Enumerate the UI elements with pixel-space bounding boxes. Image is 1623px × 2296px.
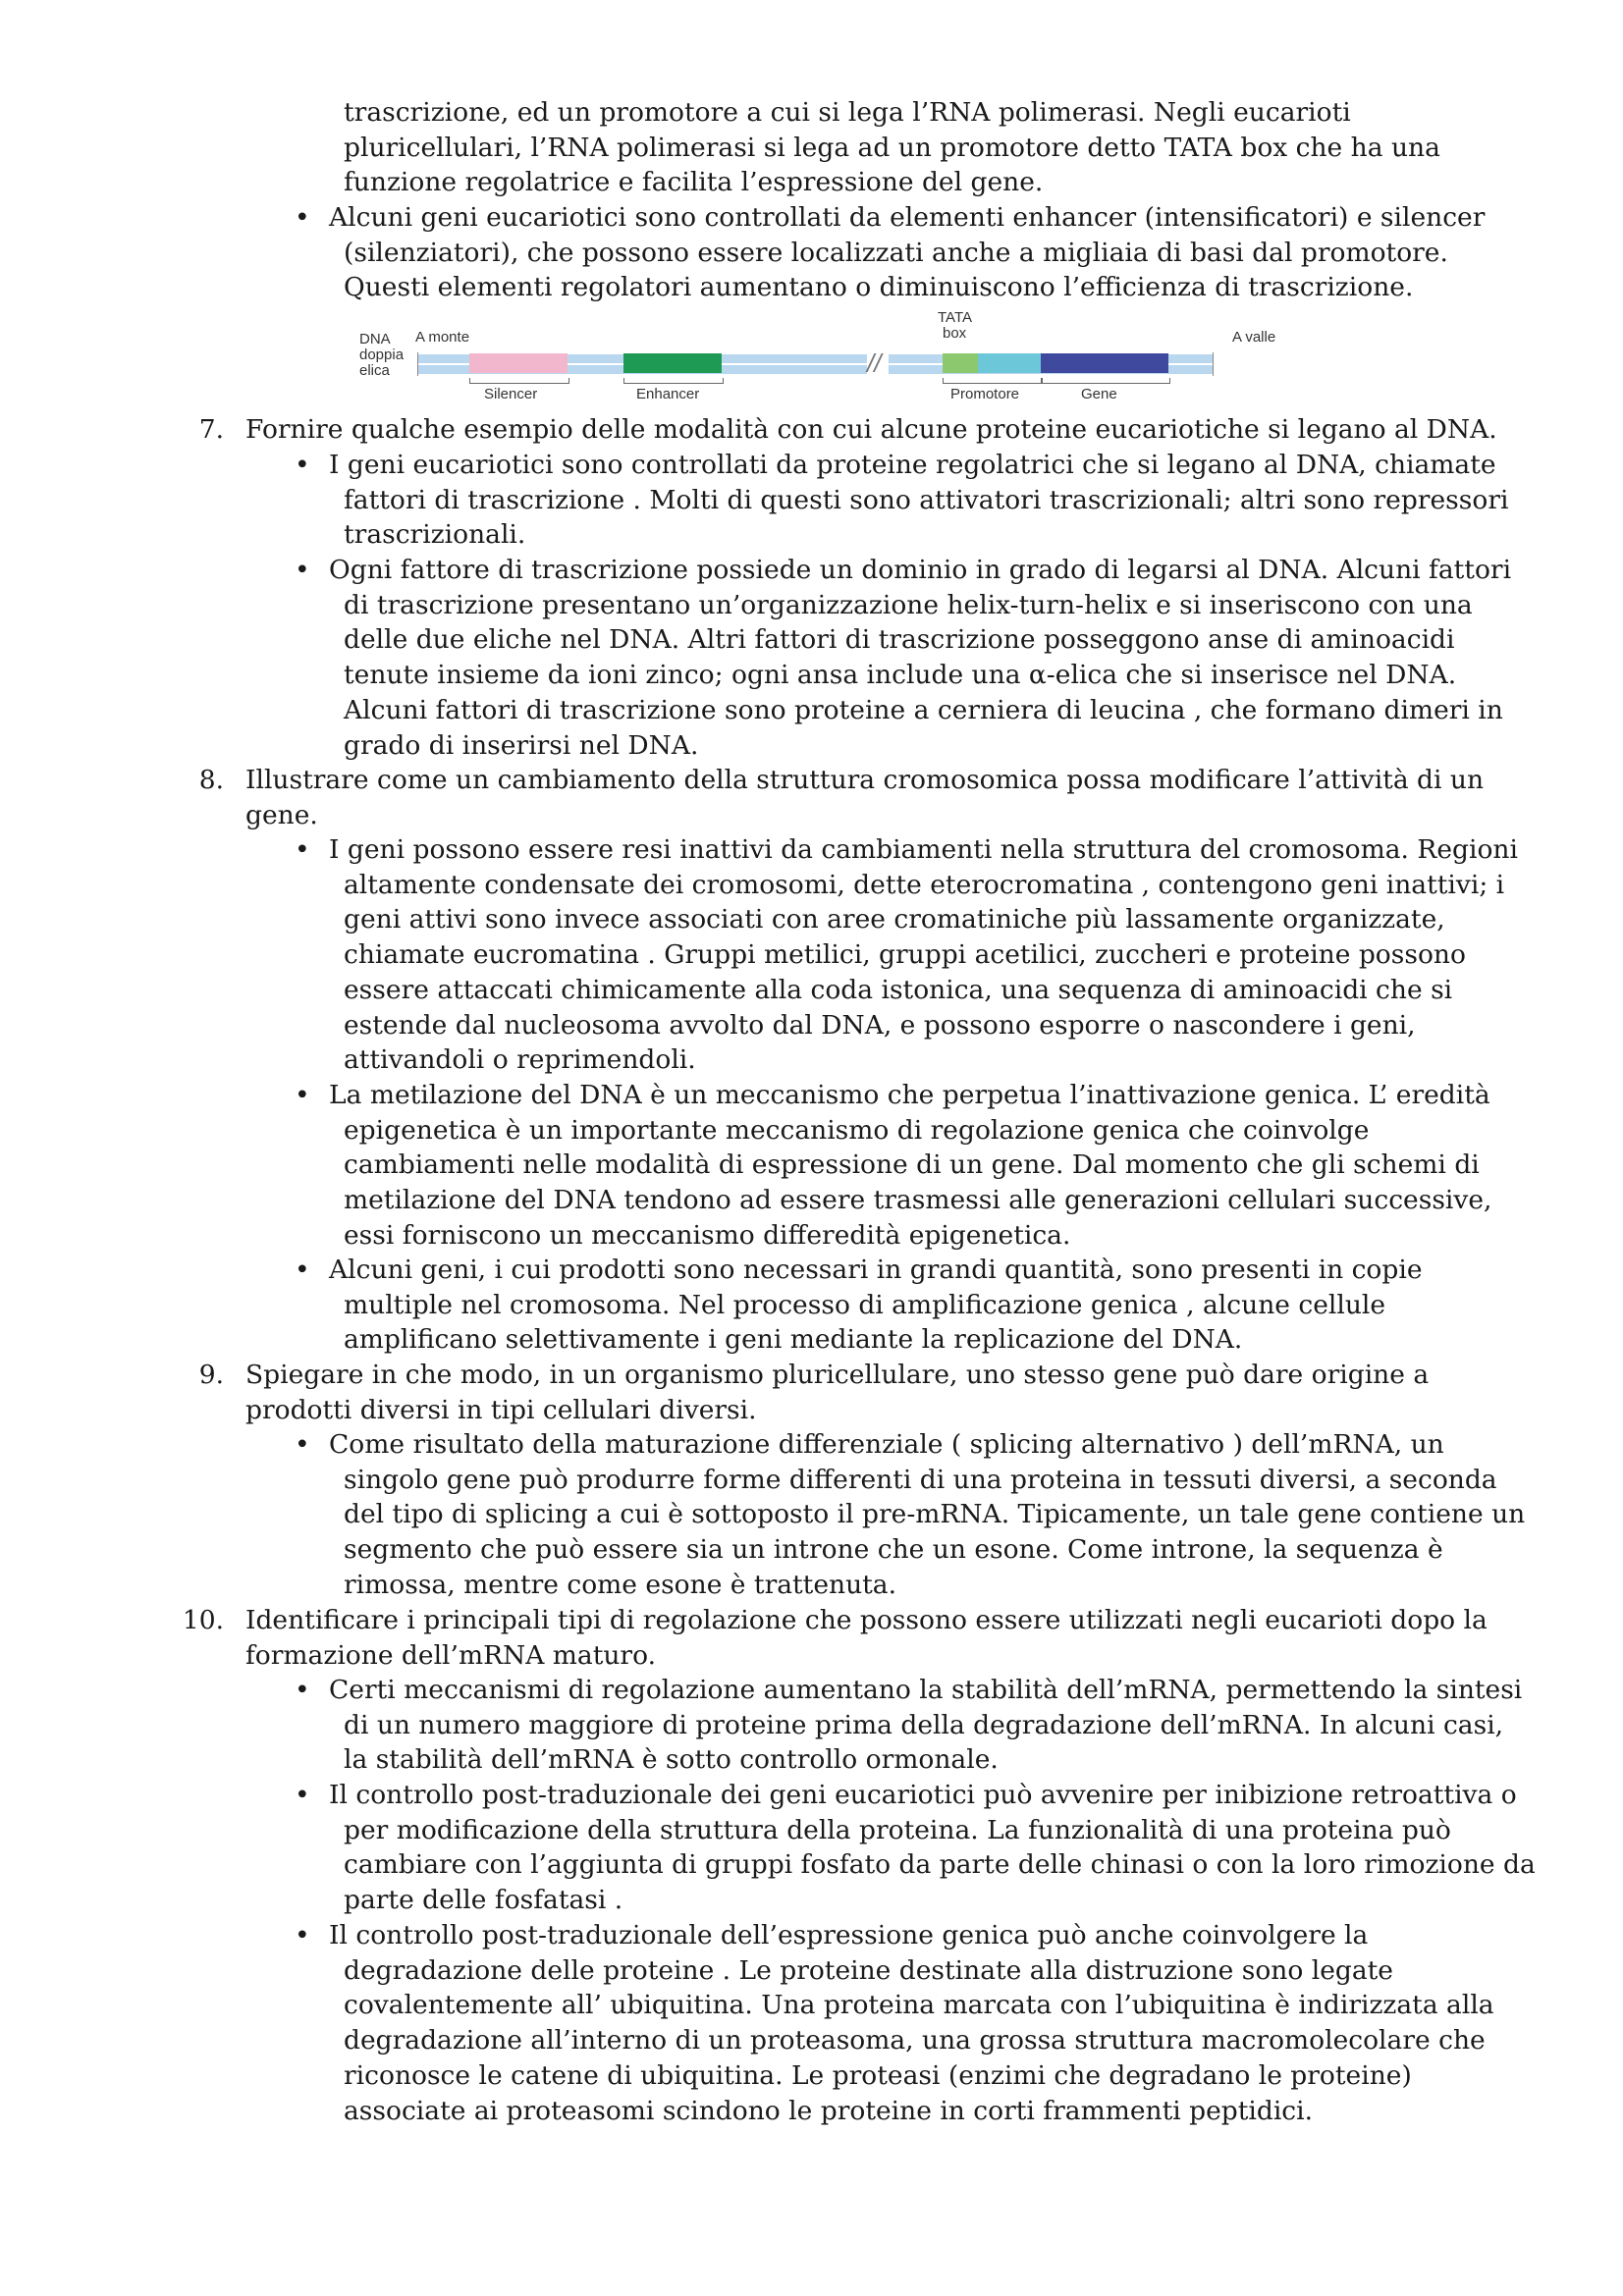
bullet-icon: • bbox=[295, 1780, 310, 1810]
text-line: di trascrizione presentano un’organizzazione helix-turn-helix e si inseriscono con una bbox=[344, 589, 1473, 620]
bullet-icon: • bbox=[295, 1920, 310, 1950]
text-line: Alcuni geni, i cui prodotti sono necessari in grandi quantità, sono presenti in copie bbox=[329, 1255, 1423, 1285]
text-line: riconosce le catene di ubiquitina. Le proteasi (enzimi che degradano le proteine) bbox=[344, 2059, 1412, 2091]
bullet-icon: • bbox=[295, 202, 310, 233]
q10-bullet-3 bbox=[329, 1918, 1551, 2128]
promoter-label: Promotore bbox=[950, 386, 1020, 402]
promoter-segment bbox=[978, 353, 1041, 373]
downstream-label: A valle bbox=[1232, 329, 1276, 346]
text-line: del tipo di splicing a cui è sottoposto il pre-mRNA. Tipicamente, un tale gene contiene un bbox=[344, 1499, 1526, 1530]
enhancer-segment bbox=[623, 353, 722, 373]
q9-bullet-1 bbox=[329, 1427, 1551, 1603]
q7-bullet-2 bbox=[329, 553, 1551, 763]
text-line: associate ai proteasomi scindono le proteine in corti frammenti peptidici. bbox=[344, 2095, 1314, 2126]
text-line: covalentemente all’ ubiquitina. Una proteina marcata con l’ubiquitina è indirizzata alla bbox=[344, 1990, 1494, 2021]
silencer-segment bbox=[469, 353, 568, 373]
text-line: degradazione delle proteine . Le proteine destinate alla distruzione sono legate bbox=[344, 1954, 1393, 1986]
text-line: chiamate eucromatina . Gruppi metilici, gruppi acetilici, zuccheri e proteine possono bbox=[344, 939, 1466, 971]
text-line: cambiamenti nelle modalità di espressione di un gene. Dal momento che gli schemi di bbox=[344, 1149, 1480, 1181]
question-9-text: Spiegare in che modo, in un organismo pluricellulare, uno stesso gene può dare origine a prodotti diversi in tipi cellulari diversi. bbox=[245, 1360, 1430, 1425]
q7-bullet-1 bbox=[329, 448, 1551, 553]
silencer-bracket bbox=[469, 378, 569, 384]
text-line: geni attivi sono invece associati con aree cromatiniche più lassamente organizzate, bbox=[344, 904, 1445, 935]
dna-label-1: DNA bbox=[359, 331, 391, 347]
gene-label: Gene bbox=[1081, 386, 1117, 402]
text-line: Il controllo post-traduzionale dei geni eucariotici può avvenire per inibizione retroattiva o bbox=[329, 1780, 1517, 1810]
text-line: pluricellulari, l’RNA polimerasi si lega ad un promotore detto TATA box che ha una bbox=[344, 132, 1440, 163]
bullet-icon: • bbox=[295, 1675, 310, 1705]
upstream-label: A monte bbox=[415, 329, 470, 346]
text-line: attivandoli o reprimendoli. bbox=[344, 1044, 696, 1076]
intro-continuation bbox=[344, 95, 1551, 200]
bullet-icon: • bbox=[295, 450, 310, 480]
question-10-number: 10. bbox=[182, 1605, 224, 1635]
text-line: Il controllo post-traduzionale dell’espressione genica può anche coinvolgere la bbox=[329, 1920, 1369, 1950]
text-line: tenute insieme da ioni zinco; ogni ansa include una α-elica che si inserisce nel DNA. bbox=[344, 660, 1457, 691]
text-line: Alcuni fattori di trascrizione sono proteine a cerniera di leucina , che formano dimeri in bbox=[344, 694, 1503, 725]
text-line: rimossa, mentre come esone è trattenuta. bbox=[344, 1569, 897, 1600]
text-line: grado di inserirsi nel DNA. bbox=[344, 729, 699, 761]
tata-segment bbox=[943, 353, 978, 373]
text-line: Questi elementi regolatori aumentano o diminuiscono l’efficienza di trascrizione. bbox=[344, 272, 1414, 303]
text-line: Come risultato della maturazione differenziale ( splicing alternativo ) dell’mRNA, un bbox=[329, 1429, 1444, 1460]
text-line: trascrizionali. bbox=[344, 519, 526, 551]
enhancer-label: Enhancer bbox=[636, 386, 700, 402]
tata-label-1: TATA bbox=[938, 309, 972, 326]
q8-bullet-2 bbox=[329, 1078, 1551, 1254]
text-line: I geni eucariotici sono controllati da proteine regolatrici che si legano al DNA, chiamate bbox=[329, 450, 1496, 480]
bullet-icon: • bbox=[295, 834, 310, 865]
q10-bullet-2 bbox=[329, 1778, 1551, 1918]
question-8-number: 8. bbox=[198, 765, 224, 795]
dna-label-3: elica bbox=[359, 362, 390, 379]
strand-end-right bbox=[1213, 352, 1214, 376]
text-line: la stabilità dell’mRNA è sotto controllo ormonale. bbox=[344, 1744, 999, 1776]
text-line: singolo gene può produrre forme differenti di una proteina in tessuti diversi, a seconda bbox=[344, 1464, 1497, 1495]
text-line: Alcuni geni eucariotici sono controllati da elementi enhancer (intensificatori) e silencer bbox=[329, 202, 1486, 233]
intro-bullet bbox=[329, 200, 1551, 305]
text-line: epigenetica è un importante meccanismo di regolazione genica che coinvolge bbox=[344, 1114, 1370, 1146]
text-line: degradazione all’interno di un proteasoma, una grossa struttura macromolecolare che bbox=[344, 2025, 1486, 2056]
text-line: (silenziatori), che possono essere localizzati anche a migliaia di basi dal promotore. bbox=[344, 237, 1448, 268]
tata-label-2: box bbox=[943, 325, 967, 342]
question-9-number: 9. bbox=[198, 1360, 224, 1390]
text-line: multiple nel cromosoma. Nel processo di amplificazione genica , alcune cellule bbox=[344, 1289, 1386, 1320]
question-7-text: Fornire qualche esempio delle modalità con cui alcune proteine eucariotiche si legano al DNA. bbox=[245, 414, 1497, 445]
question-7-number: 7. bbox=[198, 414, 224, 445]
enhancer-bracket bbox=[623, 378, 724, 384]
text-line: cambiare con l’aggiunta di gruppi fosfato da parte delle chinasi o con la loro rimozione da bbox=[344, 1849, 1536, 1881]
text-line: amplificano selettivamente i geni mediante la replicazione del DNA. bbox=[344, 1324, 1243, 1356]
text-line: essere attaccati chimicamente alla coda istonica, una sequenza di aminoacidi che si bbox=[344, 974, 1453, 1005]
q10-bullet-1 bbox=[329, 1673, 1551, 1778]
q8-bullet-3 bbox=[329, 1253, 1551, 1358]
text-line: di un numero maggiore di proteine prima della degradazione dell’mRNA. In alcuni casi, bbox=[344, 1709, 1504, 1740]
bullet-icon: • bbox=[295, 1080, 310, 1110]
text-line: delle due eliche nel DNA. Altri fattori di trascrizione posseggono anse di aminoacidi bbox=[344, 624, 1455, 656]
text-line: estende dal nucleosoma avvolto dal DNA, e possono esporre o nascondere i geni, bbox=[344, 1009, 1416, 1041]
text-line: Ogni fattore di trascrizione possiede un dominio in grado di legarsi al DNA. Alcuni fattori bbox=[329, 555, 1512, 585]
dna-regulatory-diagram bbox=[347, 302, 1289, 408]
silencer-label: Silencer bbox=[484, 386, 538, 402]
bullet-icon: • bbox=[295, 1255, 310, 1285]
strand-end-left bbox=[417, 352, 418, 376]
text-line: per modificazione della struttura della proteina. La funzionalità di una proteina può bbox=[344, 1814, 1451, 1845]
q8-bullet-1 bbox=[329, 832, 1551, 1078]
dna-label-2: doppia bbox=[359, 347, 405, 363]
text-line: essi forniscono un meccanismo differedità epigenetica. bbox=[344, 1219, 1071, 1251]
text-line: parte delle fosfatasi . bbox=[344, 1885, 623, 1916]
text-line: altamente condensate dei cromosomi, dette eterocromatina , contengono geni inattivi; i bbox=[344, 869, 1505, 900]
text-line: segmento che può essere sia un introne che un esone. Come introne, la sequenza è bbox=[344, 1534, 1443, 1566]
text-line: I geni possono essere resi inattivi da cambiamenti nella struttura del cromosoma. Regioni bbox=[329, 834, 1518, 865]
question-10-text: Identificare i principali tipi di regolazione che possono essere utilizzati negli eucarioti dopo la formazione dell’mRNA maturo. bbox=[245, 1605, 1488, 1671]
text-line: Certi meccanismi di regolazione aumentano la stabilità dell’mRNA, permettendo la sintesi bbox=[329, 1675, 1523, 1705]
bullet-icon: • bbox=[295, 1429, 310, 1460]
text-line: metilazione del DNA tendono ad essere trasmessi alle generazioni cellulari successive, bbox=[344, 1185, 1492, 1216]
text-line: trascrizione, ed un promotore a cui si lega l’RNA polimerasi. Negli eucarioti bbox=[344, 97, 1351, 128]
promoter-bracket bbox=[943, 378, 1043, 384]
text-line: La metilazione del DNA è un meccanismo che perpetua l’inattivazione genica. L’ eredità bbox=[329, 1080, 1490, 1110]
text-line: fattori di trascrizione . Molti di questi sono attivatori trascrizionali; altri sono repressori bbox=[344, 484, 1509, 515]
question-8-text: Illustrare come un cambiamento della struttura cromosomica possa modificare l’attività di un gene. bbox=[245, 765, 1485, 830]
gene-segment bbox=[1041, 353, 1168, 373]
gene-bracket bbox=[1041, 378, 1170, 384]
bullet-icon: • bbox=[295, 555, 310, 585]
strand-break-icon: // bbox=[867, 348, 882, 378]
text-line: funzione regolatrice e facilita l’espressione del gene. bbox=[344, 167, 1044, 198]
